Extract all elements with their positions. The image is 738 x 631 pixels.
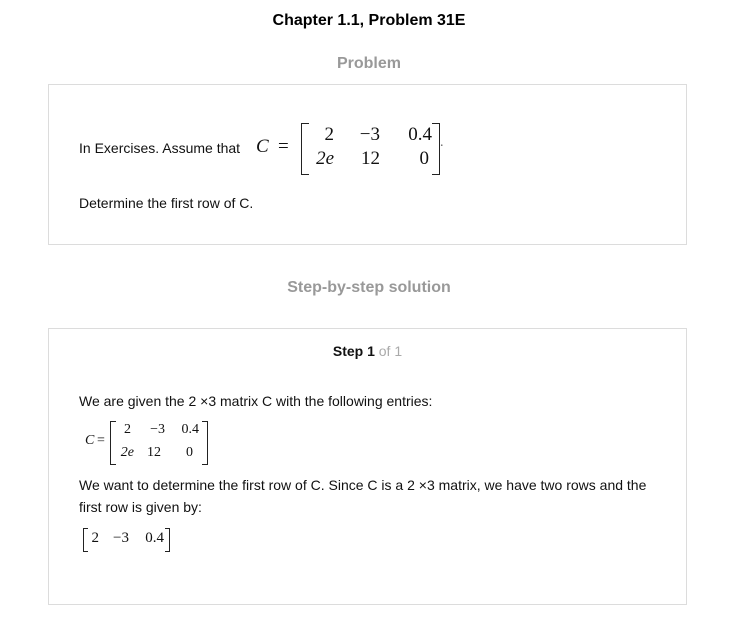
problem-matrix-cell: 2: [324, 124, 334, 145]
solution-matrix-cell: 2: [124, 422, 131, 437]
first-row-vector: [83, 527, 183, 553]
problem-matrix-cell: −3: [359, 124, 380, 145]
row-bracket-right: [165, 528, 170, 552]
solution-heading: Step-by-step solution: [287, 279, 451, 296]
solution-matrix-cell: 2e: [120, 445, 134, 460]
solution-matrix-cell: 0.4: [181, 422, 199, 437]
problem-question-text: Determine the first row of C.: [79, 195, 254, 211]
solution-line-2b: first row is given by:: [79, 499, 202, 515]
solution-panel: [48, 328, 687, 605]
solution-line-2a: We want to determine the first row of C. Since C is a 2 ×3 matrix, we have two rows and the: [79, 477, 647, 493]
problem-matrix-name: C: [256, 136, 269, 157]
solution-matrix-name: C: [85, 433, 95, 448]
solution-matrix-equals: =: [97, 433, 105, 448]
step-total: of 1: [378, 343, 403, 359]
solution-matrix-cell: 0: [186, 445, 193, 460]
solution-matrix-cell: −3: [150, 422, 165, 437]
solution-matrix-cell: 12: [147, 445, 161, 460]
step-label: Step 1: [332, 343, 375, 359]
chapter-title: Chapter 1.1, Problem 31E: [272, 12, 466, 29]
solution-matrix-equation: [83, 419, 223, 467]
problem-matrix-cell: 0.4: [408, 124, 432, 145]
problem-matrix-equation: [244, 121, 464, 175]
solution-line-1: We are given the 2 ×3 matrix C with the following entries:: [79, 393, 433, 409]
solution-matrix-bracket-right: [202, 421, 208, 465]
step-indicator: [49, 343, 686, 359]
problem-matrix-cell: 2e: [316, 148, 334, 169]
row-cell: 2: [91, 530, 99, 546]
problem-intro-text: In Exercises. Assume that: [79, 140, 241, 156]
problem-matrix-trailing: .: [440, 135, 444, 150]
row-cell: −3: [113, 530, 129, 546]
problem-heading: Problem: [336, 55, 401, 72]
problem-matrix-equals: =: [278, 136, 289, 157]
problem-matrix-bracket-right: [432, 123, 440, 175]
problem-matrix-cell: 12: [361, 148, 380, 169]
problem-panel: [48, 84, 687, 245]
row-cell: 0.4: [145, 530, 164, 546]
problem-matrix-cell: 0: [419, 148, 429, 169]
